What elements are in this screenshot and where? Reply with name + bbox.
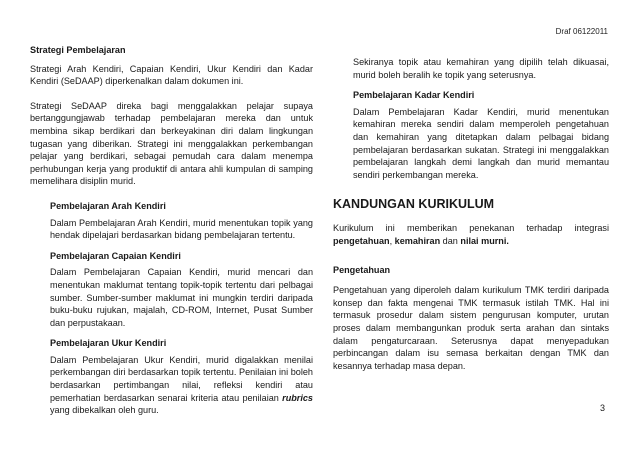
left-column	[30, 44, 313, 417]
heading-kadar-kendiri: Pembelajaran Kadar Kendiri	[353, 90, 475, 101]
rubrics-term: rubrics	[282, 392, 313, 403]
right-column	[333, 44, 609, 372]
section-capaian-kendiri	[50, 250, 313, 330]
section-ukur-kendiri	[50, 337, 313, 417]
heading-arah-kendiri: Pembelajaran Arah Kendiri	[50, 200, 166, 211]
section-arah-kendiri	[50, 200, 313, 242]
heading-strategi: Strategi Pembelajaran	[30, 45, 126, 55]
paragraph-kurikulum	[333, 222, 609, 247]
term-pengetahuan: pengetahuan	[333, 235, 390, 246]
paragraph-kadar-kendiri: Dalam Pembelajaran Kadar Kendiri, murid menentukan kemahiran mereka sendiri dalam memperoleh pengetahuan dan kemahiran yang ditetapkan dalam pelbagai bidang pembelajaran berdasarkan sukatan. Strategi ini menggalakkan pembelajaran langkah demi langkah dan murid memantau sendiri perkembangan mereka.	[353, 106, 609, 180]
paragraph-intro: Strategi Arah Kendiri, Capaian Kendiri, Ukur Kendiri dan Kadar Kendiri (SeDAAP) diperkenalkan dalam dokumen ini.	[30, 63, 313, 87]
kurikulum-sep-1: ,	[389, 235, 395, 246]
ukur-text-b: yang dibekalkan oleh guru.	[50, 405, 159, 416]
section-kadar-kendiri	[353, 89, 609, 181]
kurikulum-text-a: Kurikulum ini memberikan penekanan terhadap integrasi	[333, 223, 609, 234]
paragraph-arah-kendiri: Dalam Pembelajaran Arah Kendiri, murid menentukan topik yang hendak dipelajari berdasarkan bidang pembelajaran tertentu.	[50, 217, 313, 241]
page-number: 3	[599, 403, 605, 413]
paragraph-continuation: Sekiranya topik atau kemahiran yang dipilih telah dikuasai, murid boleh beralih ke topik yang seterusnya.	[353, 57, 609, 80]
paragraph-ukur-kendiri	[50, 354, 313, 417]
paragraph-capaian-kendiri: Dalam Pembelajaran Capaian Kendiri, murid mencari dan menentukan maklumat tentang topik-topik tertentu dari pelbagai sumber. Sumber-sumber maklumat ini mungkin terdiri daripada buku-buku rujukan, majalah, CD-ROM, Internet, Pusat Sumber dan perpustakaan.	[50, 267, 313, 328]
paragraph-sedaap: Strategi SeDAAP direka bagi menggalakkan pelajar supaya bertanggungjawab terhadap pembelajaran mereka dan untuk membina sikap berdikari dan berkeyakinan diri dalam lingkungan tugasan yang diberikan. Strategi ini menggalakkan perkembangan pelajar yang berdikari, sebagai pemudah cara dalam menempa perhubungan kerja yang produktif di antara ahli kumpulan di samping memelihara disiplin murid.	[30, 100, 313, 187]
heading-capaian-kendiri: Pembelajaran Capaian Kendiri	[50, 250, 181, 261]
section-continuation	[353, 56, 609, 81]
draft-label: Draf 06122011	[555, 27, 608, 36]
kurikulum-sep-2: dan	[440, 235, 461, 246]
heading-ukur-kendiri: Pembelajaran Ukur Kendiri	[50, 338, 167, 349]
term-kemahiran: kemahiran	[394, 235, 441, 246]
paragraph-pengetahuan: Pengetahuan yang diperoleh dalam kurikulum TMK terdiri daripada konsep dan fakta mengenai TMK termasuk istilah TMK. Hal ini termasuk prosedur dalam sistem pengurusan komputer, urutan proses dalam membangunkan produk serta arahan dan sintaks dalam pengaturcaraan. Seterusnya dapat menyepadukan perbincangan dalam isu semasa berkaitan dengan TMK dan kesannya terhadap masa depan.	[333, 285, 609, 371]
ukur-text-a: Dalam Pembelajaran Ukur Kendiri, murid digalakkan menilai perkembangan diri berdasarkan topik tertentu. Penilaian ini boleh berdasarkan pertimbangan nilai, refleksi kendiri atau pemerhatian berdasarkan senarai kriteria atau penilaian	[50, 354, 313, 403]
heading-pengetahuan: Pengetahuan	[333, 264, 391, 275]
term-nilai-murni: nilai murni.	[460, 235, 509, 246]
heading-kandungan-kurikulum: KANDUNGAN KURIKULUM	[333, 197, 495, 212]
